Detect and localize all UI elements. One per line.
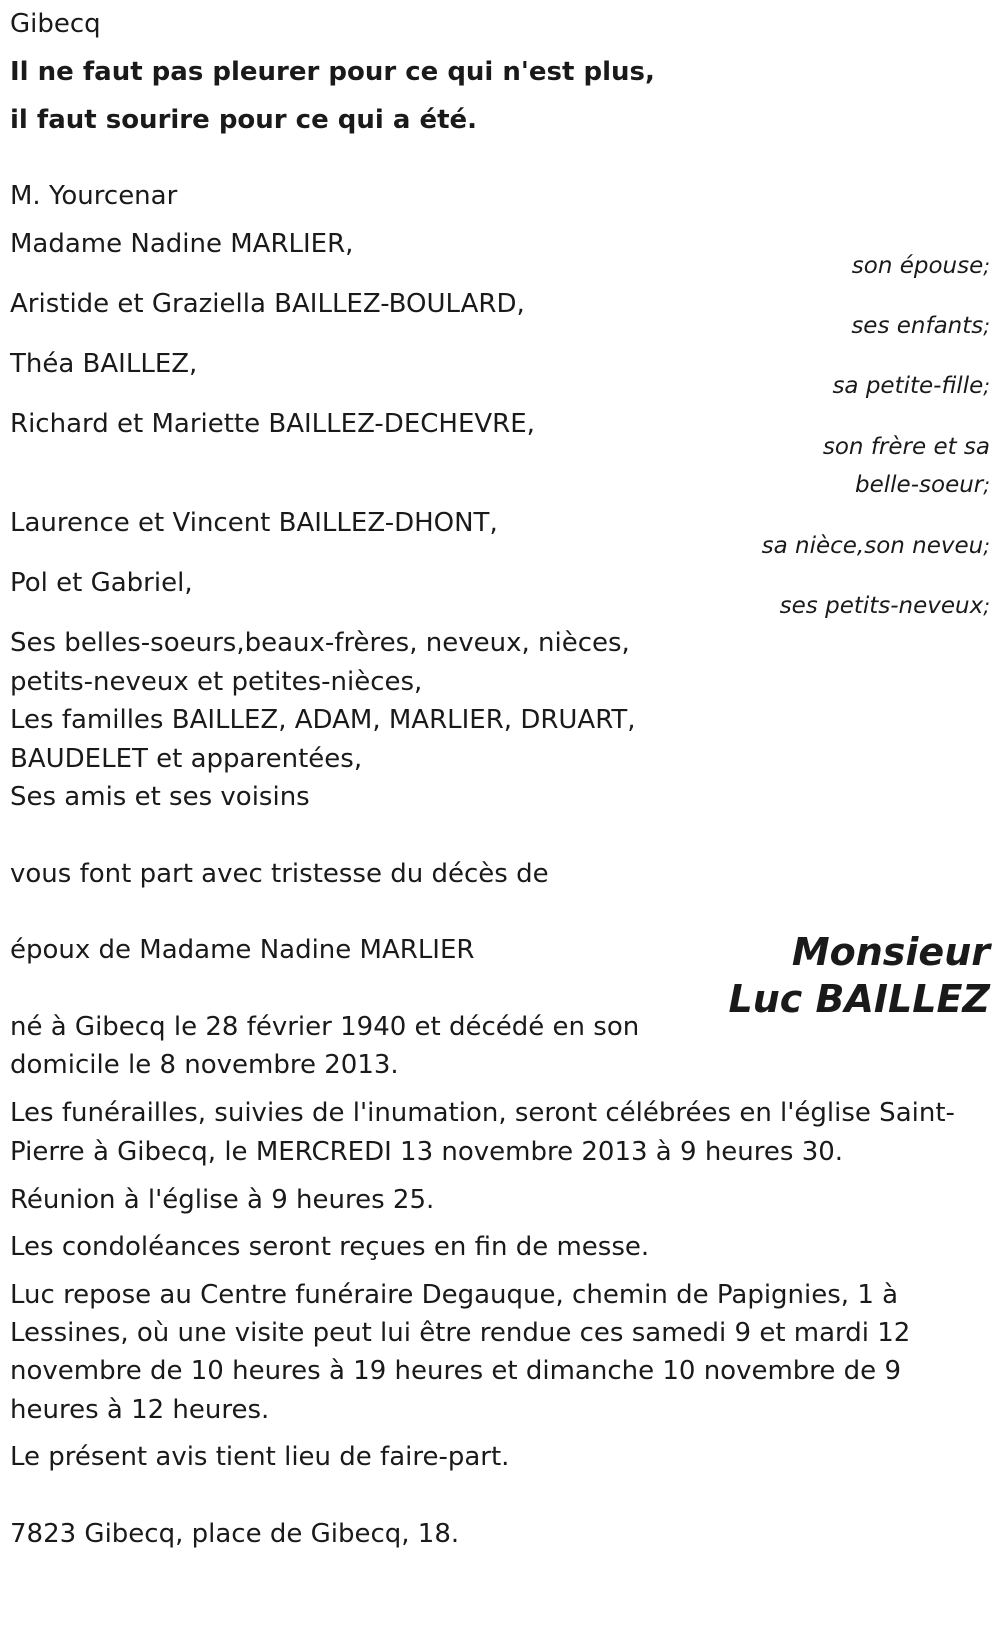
relation-niece-nephew: sa nièce,son neveu; — [761, 533, 990, 559]
extended-family-line-2: petits-neveux et petites-nièces, — [10, 667, 423, 697]
family-name-grandnephews: Pol et Gabriel, — [10, 568, 193, 598]
funeral-line-1: Les funérailles, suivies de l'inumation, seront célébrées en l'église Saint- — [10, 1098, 955, 1128]
family-name-brother: Richard et Mariette BAILLEZ-DECHEVRE, — [10, 409, 535, 439]
quote-line-2: il faut sourire pour ce qui a été. — [10, 105, 478, 135]
birth-death-line-1: né à Gibecq le 28 février 1940 et décédé en son — [10, 1012, 640, 1042]
extended-family-line-1: Ses belles-soeurs,beaux-frères, neveux, nièces, — [10, 628, 630, 658]
relation-brother-line-2: belle-soeur; — [855, 472, 990, 498]
condolences-info: Les condoléances seront reçues en fin de messe. — [10, 1232, 650, 1262]
announcement: vous font part avec tristesse du décès de — [10, 859, 549, 889]
extended-family-line-4: BAUDELET et apparentées, — [10, 744, 363, 774]
extended-family-line-5: Ses amis et ses voisins — [10, 782, 310, 812]
visitation-line-3: novembre de 10 heures à 19 heures et dimanche 10 novembre de 9 — [10, 1356, 901, 1386]
relation-granddaughter: sa petite-fille; — [832, 373, 990, 399]
visitation-line-2: Lessines, où une visite peut lui être rendue ces samedi 9 et mardi 12 — [10, 1318, 911, 1348]
meeting-info: Réunion à l'église à 9 heures 25. — [10, 1185, 435, 1215]
location: Gibecq — [10, 9, 101, 39]
relation-grandnephews: ses petits-neveux; — [779, 593, 990, 619]
address: 7823 Gibecq, place de Gibecq, 18. — [10, 1519, 460, 1549]
visitation-line-4: heures à 12 heures. — [10, 1395, 270, 1425]
relation-brother-line-1: son frère et sa — [822, 434, 990, 460]
notice-text: Le présent avis tient lieu de faire-part. — [10, 1442, 510, 1472]
extended-family-line-3: Les familles BAILLEZ, ADAM, MARLIER, DRUART, — [10, 705, 636, 735]
relation-spouse: son épouse; — [851, 253, 990, 279]
family-name-spouse: Madame Nadine MARLIER, — [10, 229, 354, 259]
family-name-granddaughter: Théa BAILLEZ, — [10, 349, 198, 379]
deceased-name: Luc BAILLEZ — [728, 977, 990, 1021]
quote-author: M. Yourcenar — [10, 181, 178, 211]
deceased-title: Monsieur — [791, 930, 990, 974]
relation-children: ses enfants; — [851, 313, 990, 339]
funeral-line-2: Pierre à Gibecq, le MERCREDI 13 novembre 2013 à 9 heures 30. — [10, 1137, 844, 1167]
spouse-line: époux de Madame Nadine MARLIER — [10, 935, 475, 965]
birth-death-line-2: domicile le 8 novembre 2013. — [10, 1050, 399, 1080]
family-name-children: Aristide et Graziella BAILLEZ-BOULARD, — [10, 289, 525, 319]
family-name-niece-nephew: Laurence et Vincent BAILLEZ-DHONT, — [10, 508, 498, 538]
quote-line-1: Il ne faut pas pleurer pour ce qui n'est plus, — [10, 57, 655, 87]
visitation-line-1: Luc repose au Centre funéraire Degauque, chemin de Papignies, 1 à — [10, 1280, 899, 1310]
